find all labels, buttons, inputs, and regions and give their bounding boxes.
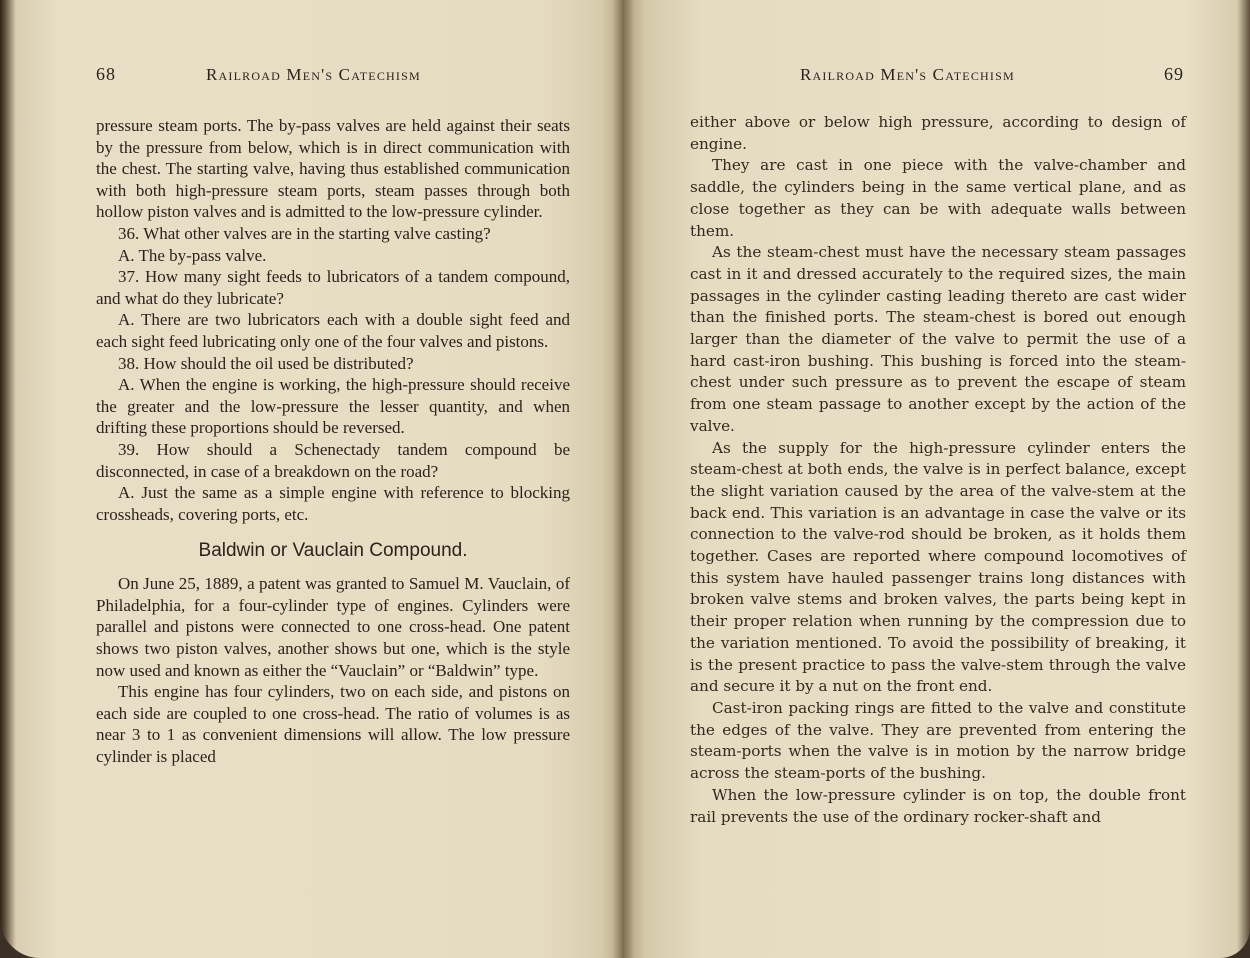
running-title: Railroad Men's Catechism (800, 65, 1015, 84)
section-heading: Baldwin or Vauclain Compound. (198, 540, 468, 562)
right-page-body (690, 112, 1186, 828)
paragraph: either above or below high pressure, according to design of engine. (690, 113, 1186, 153)
paragraph: A. When the engine is working, the high-pressure should receive the greater and the low-pressure the lesser quantity, and when drifting these proportions should be reversed. (96, 375, 570, 438)
left-page-header (96, 64, 570, 90)
paragraph: 37. How many sight feeds to lubricators of a tandem compound, and what do they lubricate? (96, 267, 570, 308)
left-page-body (96, 115, 570, 768)
paragraph: When the low-pressure cylinder is on top, the double front rail prevents the use of the ordinary rocker-shaft and (690, 785, 1186, 826)
left-paragraphs-after (96, 573, 570, 767)
paragraph: 38. How should the oil used be distributed? (118, 353, 414, 373)
paragraph: They are cast in one piece with the valve-chamber and saddle, the cylinders being in the same vertical plane, and as close together as they can be with adequate walls between them. (690, 156, 1186, 240)
paragraph: As the steam-chest must have the necessary steam passages cast in it and dressed accurately to the required sizes, the main passages in the cylinder casting leading thereto are cast wider than the finished ports. The steam-chest is bored out enough larger than the diameter of the valve to permit the use of a hard cast-iron bushing. This bushing is forced into the steam-chest under such pressure as to prevent the escape of steam from one steam passage to another except by the action of the valve. (690, 243, 1186, 435)
running-title: Railroad Men's Catechism (206, 65, 421, 84)
paragraph: pressure steam ports. The by-pass valves are held against their seats by the pressure from below, which is in direct communication with the chest. The starting valve, having thus established communication with both high-pressure steam ports, steam passes through both hollow piston valves and is admitted to the low-pressure cylinder. (96, 116, 570, 222)
paragraph: A. Just the same as a simple engine with reference to blocking crossheads, covering ports, etc. (96, 483, 570, 524)
paragraph: A. There are two lubricators each with a double sight feed and each sight feed lubricating only one of the four valves and pistons. (96, 310, 570, 351)
left-page (0, 0, 622, 958)
paragraph: This engine has four cylinders, two on each side, and pistons on each side are coupled to one cross-head. The ratio of volumes is as near 3 to 1 as convenient dimensions will allow. The low pressure cylinder is placed (96, 682, 570, 767)
paragraph: A. The by-pass valve. (118, 245, 267, 265)
paragraph: 36. What other valves are in the starting valve casting? (118, 223, 491, 243)
page-number: 68 (96, 64, 116, 84)
right-page-header (690, 64, 1184, 90)
right-page (622, 0, 1250, 958)
page-number: 69 (1164, 64, 1184, 84)
right-paragraphs (690, 112, 1186, 828)
left-paragraphs-before (96, 115, 570, 525)
paragraph: Cast-iron packing rings are fitted to the valve and constitute the edges of the valve. They are prevented from entering the steam-ports when the valve is in motion by the narrow bridge across the steam-ports of the bushing. (690, 698, 1186, 783)
book-gutter (612, 0, 634, 958)
paragraph: On June 25, 1889, a patent was granted to Samuel M. Vauclain, of Philadelphia, for a four-cylinder type of engines. Cylinders were parallel and pistons were connected to one cross-head. One patent shows two piston valves, another shows but one, which is the style now used and known as either the “Vauclain” or “Baldwin” type. (96, 574, 570, 680)
paragraph: 39. How should a Schenectady tandem compound be disconnected, in case of a breakdown on the road? (96, 439, 570, 481)
paragraph: As the supply for the high-pressure cylinder enters the steam-chest at both ends, the valve is in perfect balance, except the slight variation caused by the area of the valve-stem at the back end. This variation is an advantage in case the valve or its connection to the valve-rod should be broken, as it holds them together. Cases are reported where compound locomotives of this system have hauled passenger trains long distances with broken valve stems and broken valves, the parts being kept in their proper relation when running by the compression due to the variation mentioned. To avoid the possibility of breaking, it is the present practice to pass the valve-stem through the valve and secure it by a nut on the front end. (690, 438, 1186, 696)
